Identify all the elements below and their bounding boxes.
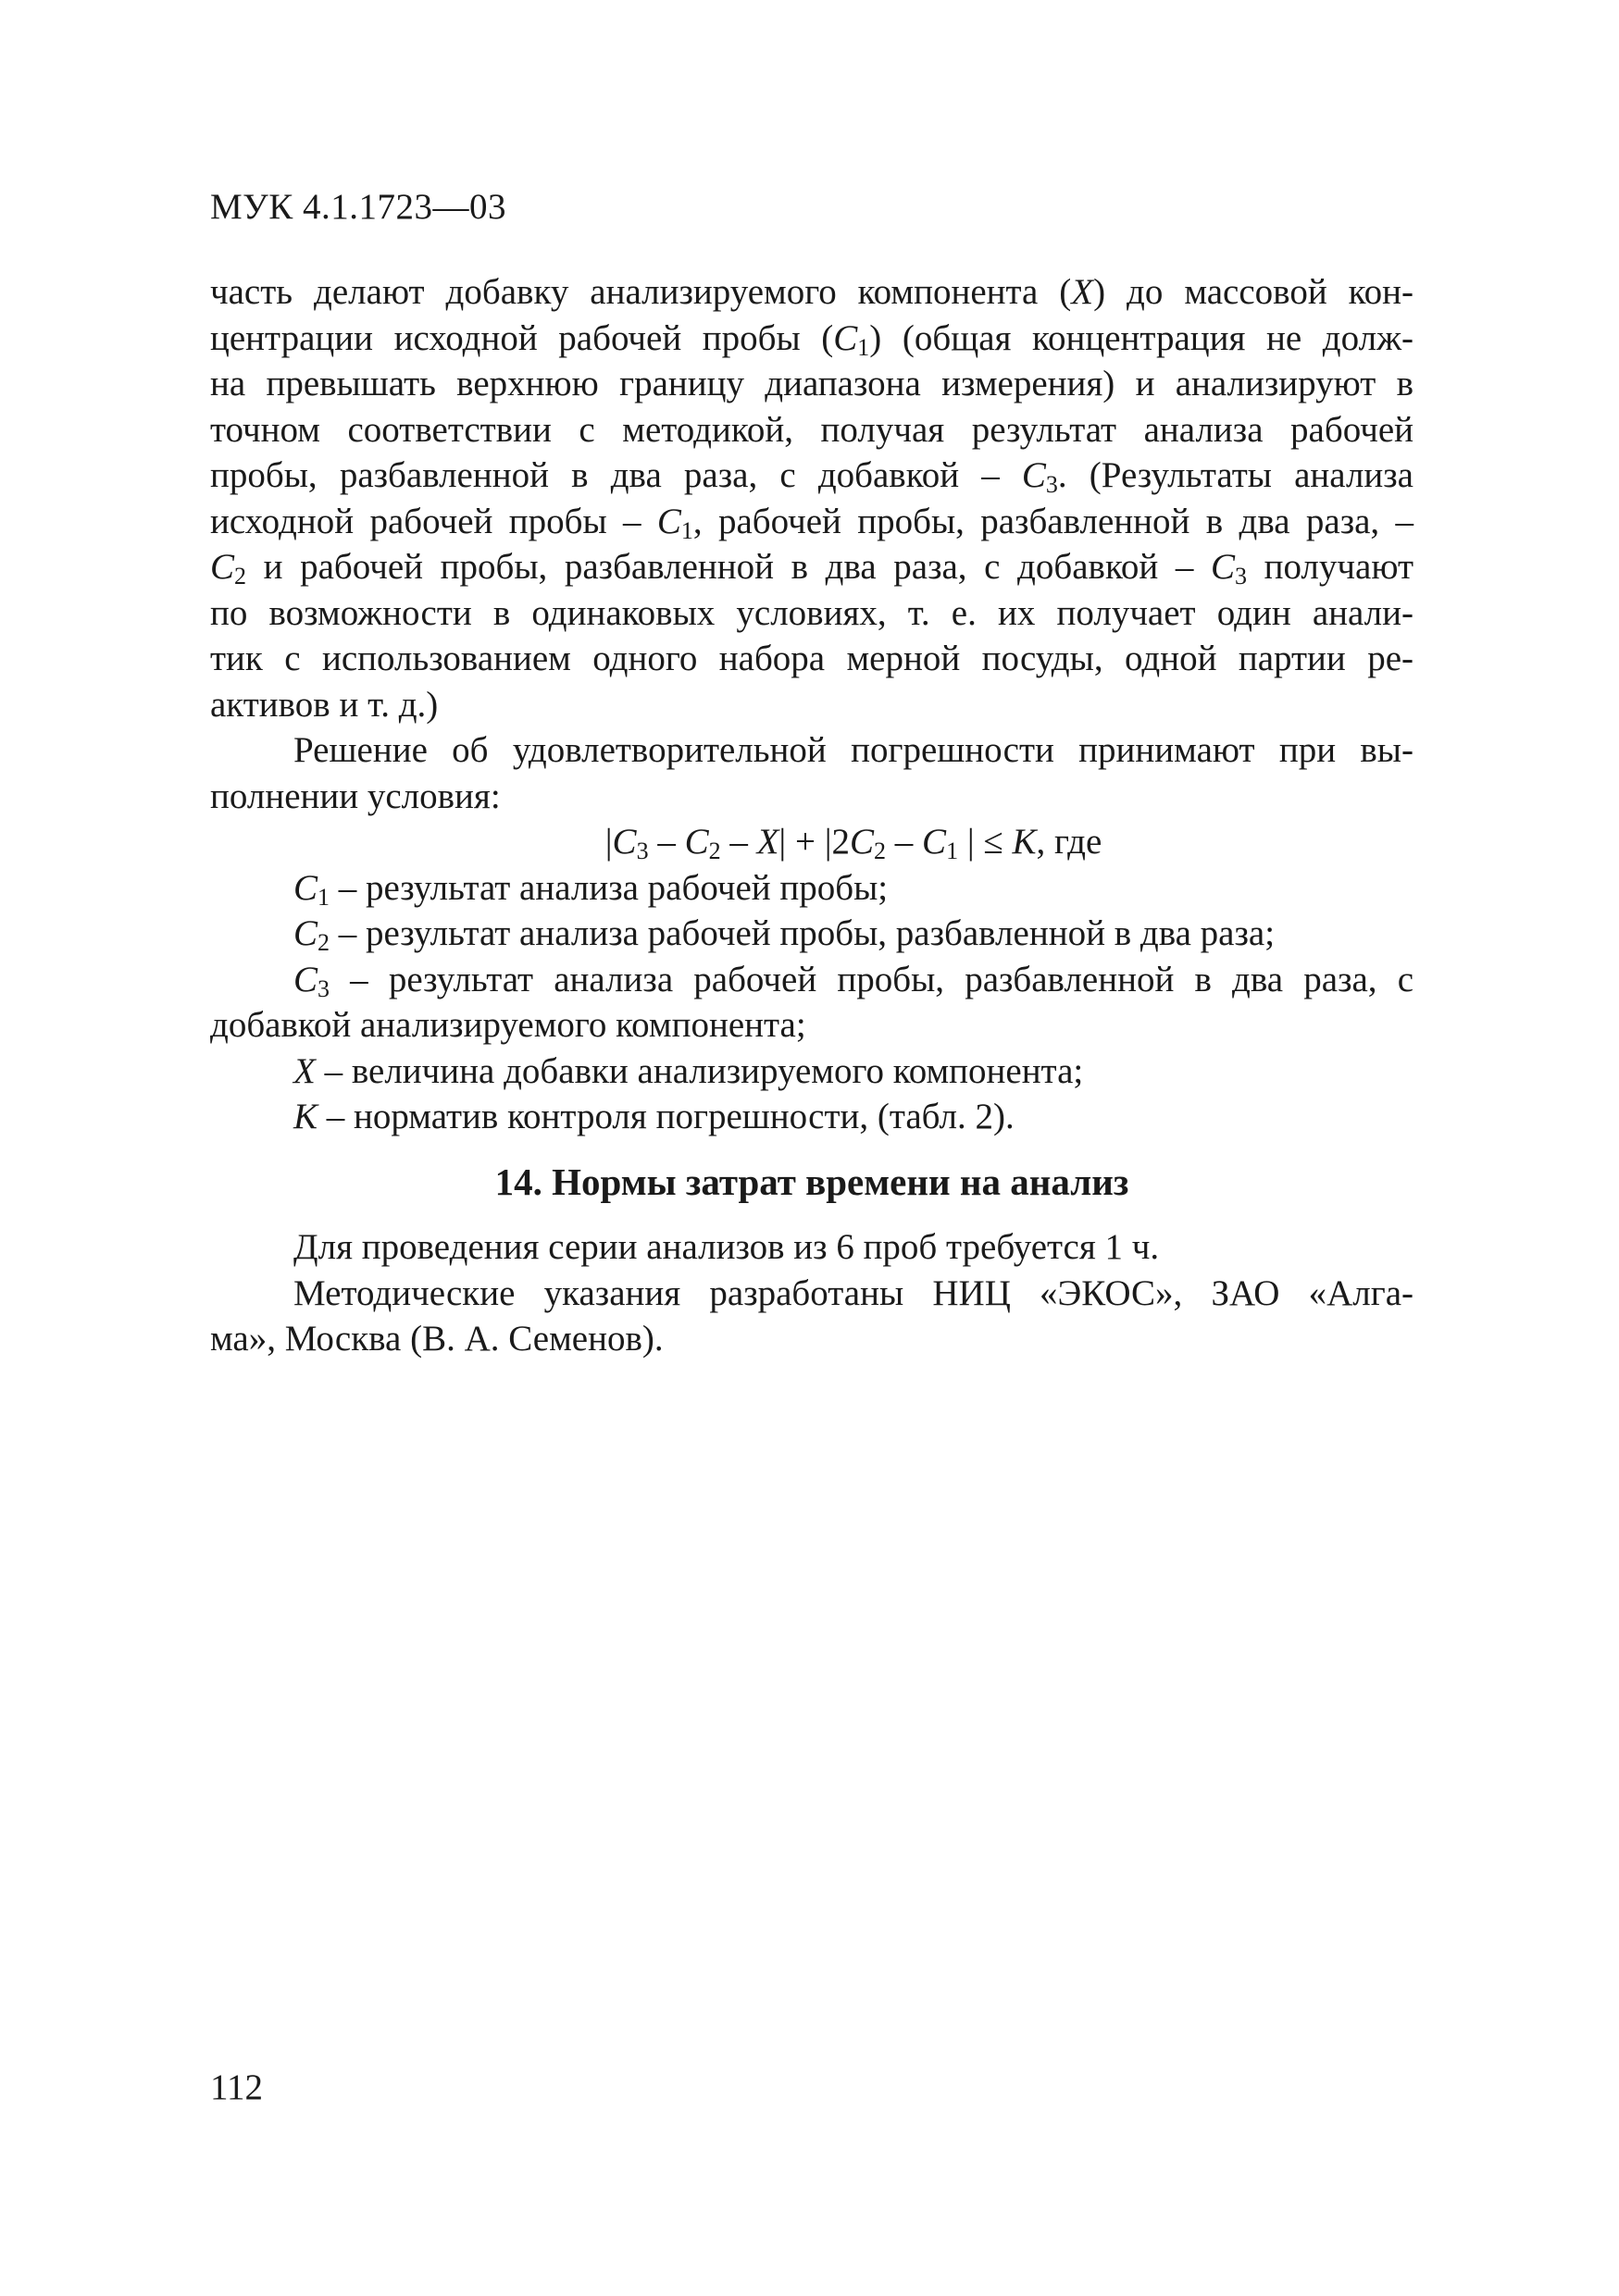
paragraph-line: пробы, разбавленной в два раза, с добавкой – $C_3$. (Результаты анализа (210, 455, 1414, 498)
definition-x: X – величина добавки анализируемого компонента; (293, 1050, 1084, 1091)
definition-c3-continued: добавкой анализируемого компонента; (210, 1005, 806, 1045)
definition-k: K – норматив контроля погрешности, (табл. 2). (293, 1097, 1015, 1136)
paragraph-line: часть делают добавку анализируемого компонента (X) до массовой кон- (210, 272, 1414, 312)
document-code-header: МУК 4.1.1723—03 (210, 187, 507, 227)
authors-paragraph-line: Методические указания разработаны НИЦ «ЭКОС», ЗАО «Алга- (293, 1272, 1414, 1313)
condition-formula: $|C_3 - C_2 - X| + |2C_2 - C_1$ | ≤ K, где (604, 822, 1102, 864)
paragraph-line: $C_2$ и рабочей пробы, разбавленной в два раза, с добавкой – $C_3$ получают (210, 547, 1414, 590)
time-norm-paragraph: Для проведения серии анализов из 6 проб требуется 1 ч. (293, 1227, 1160, 1267)
section-heading: 14. Нормы затрат времени на анализ (494, 1160, 1129, 1203)
paragraph-line: центрации исходной рабочей пробы $(C_1)$ (общая концентрация не долж- (210, 317, 1414, 361)
authors-paragraph-line: ма», Москва (В. А. Семенов). (210, 1319, 664, 1359)
paragraph-line: активов и т. д.) (210, 684, 439, 725)
paragraph-line: исходной рабочей пробы – $C_1$, рабочей пробы, разбавленной в два раза, – (210, 501, 1414, 544)
definition-c3: $C_3$ – результат анализа рабочей пробы, разбавленной в два раза, с (293, 959, 1414, 1002)
paragraph-line: полнении условия: (210, 776, 501, 816)
definition-c1: $C_1$ – результат анализа рабочей пробы; (293, 867, 889, 911)
page-body (210, 269, 1414, 1362)
paragraph-line: точном соответствии с методикой, получая результат анализа рабочей (210, 409, 1414, 450)
page-number: 112 (210, 2067, 264, 2107)
paragraph-line: по возможности в одинаковых условиях, т. е. их получает один анали- (210, 592, 1414, 633)
paragraph-line: на превышать верхнюю границу диапазона измерения) и анализируют в (210, 364, 1414, 403)
paragraph-line: Решение об удовлетворительной погрешности принимают при вы- (293, 730, 1414, 770)
definition-c2: $C_2$ – результат анализа рабочей пробы, разбавленной в два раза; (293, 913, 1276, 956)
paragraph-line: тик с использованием одного набора мерной посуды, одной партии ре- (210, 639, 1414, 678)
